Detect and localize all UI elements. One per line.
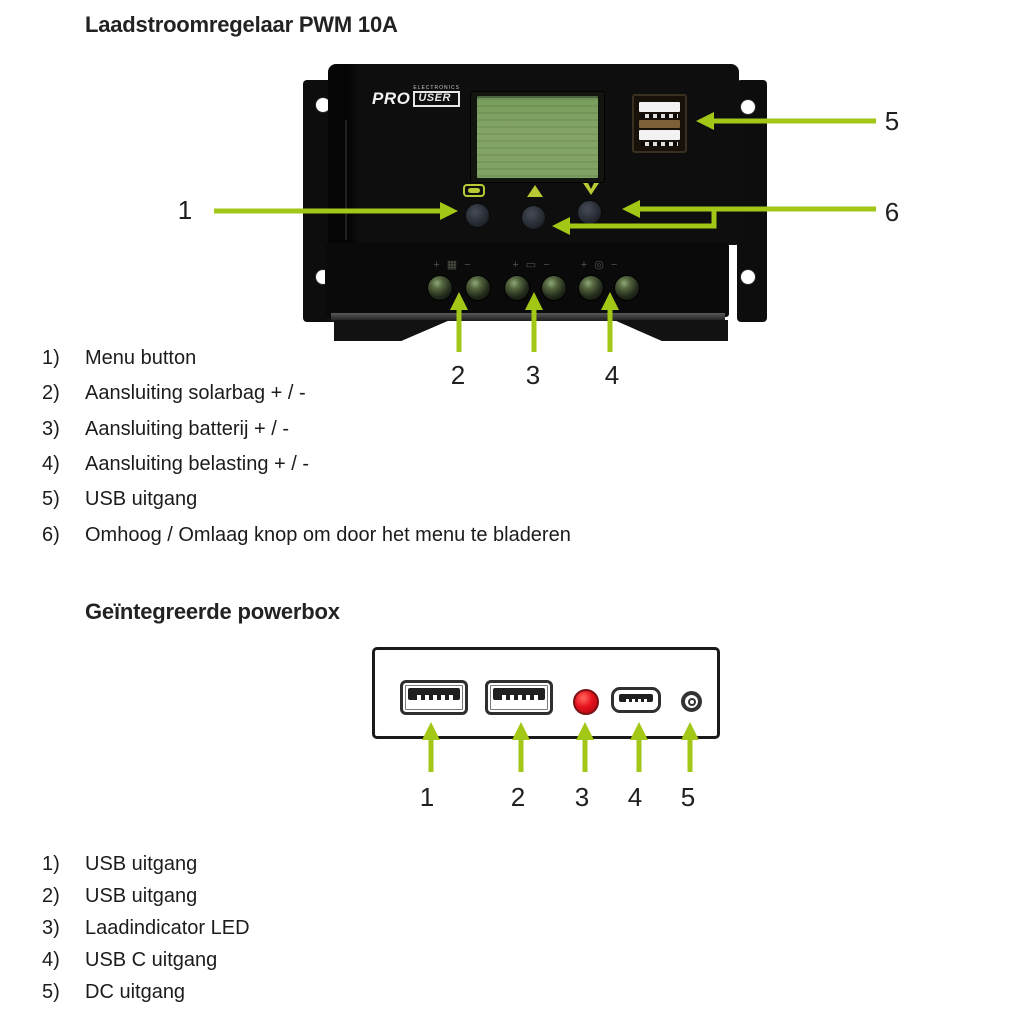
legend-item: 1) Menu button — [42, 347, 197, 370]
brand-user: USER — [413, 91, 460, 107]
menu-button — [465, 203, 490, 228]
dc-output-jack — [681, 691, 702, 712]
usb-c-port — [611, 687, 661, 713]
callout-3: 3 — [525, 360, 541, 390]
brand-pro: PRO — [372, 89, 411, 108]
device-foot-left — [334, 320, 450, 341]
legend-item: 6) Omhoog / Omlaag knop om door het menu te bladeren — [42, 523, 571, 546]
legend-item: 4) Aansluiting belasting + / - — [42, 453, 310, 476]
terminal-block-lip — [331, 313, 725, 321]
mount-hole — [741, 100, 755, 114]
usb-contacts — [641, 142, 678, 146]
brand-user-box — [413, 86, 460, 107]
brand-logo — [372, 85, 460, 107]
mount-hole — [741, 270, 755, 284]
callout-6: 6 — [884, 197, 900, 227]
pbox-callout-5: 5 — [680, 782, 696, 812]
arrow-up-icon — [527, 185, 543, 197]
mount-flange-right — [737, 80, 767, 322]
pbox-callout-1: 1 — [419, 782, 435, 812]
pbox-callout-4: 4 — [627, 782, 643, 812]
controller-legend — [42, 341, 702, 553]
callout-1: 1 — [177, 195, 193, 225]
terminal-screw — [504, 275, 530, 301]
up-button — [521, 205, 546, 230]
usb-tab — [639, 130, 680, 140]
callout-2: 2 — [450, 360, 466, 390]
usb-contacts — [641, 114, 678, 118]
legend-item: 5) DC uitgang — [42, 981, 186, 1004]
usb-dual-port — [632, 94, 687, 153]
legend-item: 2) USB uitgang — [42, 884, 198, 907]
terminal-label-solar: + ▦ − — [433, 259, 473, 271]
legend-item: 3) Laadindicator LED — [42, 916, 250, 939]
usb-tab — [639, 102, 680, 112]
section1-title: Laadstroomregelaar PWM 10A — [85, 12, 398, 37]
pbox-callout-2: 2 — [510, 782, 526, 812]
brand-tagline: ELECTRONICS — [413, 85, 460, 91]
terminal-label-load: + ◎ − — [580, 259, 620, 271]
powerbox-panel — [372, 647, 720, 739]
callout-4: 4 — [604, 360, 620, 390]
body-edge-highlight — [345, 120, 347, 240]
terminal-screw — [614, 275, 640, 301]
charge-indicator-led — [573, 689, 599, 715]
legend-item: 5) USB uitgang — [42, 488, 198, 511]
legend-item: 4) USB C uitgang — [42, 949, 218, 972]
legend-item: 2) Aansluiting solarbag + / - — [42, 382, 306, 405]
pbox-callout-3: 3 — [574, 782, 590, 812]
down-button — [577, 200, 602, 225]
usb-divider — [639, 120, 680, 128]
legend-item: 1) USB uitgang — [42, 852, 198, 875]
terminal-screw — [465, 275, 491, 301]
arrow-down-icon-hollow — [588, 183, 594, 189]
lcd-screen — [477, 96, 598, 178]
device-foot-right — [614, 320, 728, 341]
menu-icon — [463, 184, 485, 197]
legend-item: 3) Aansluiting batterij + / - — [42, 417, 289, 440]
terminal-screw — [541, 275, 567, 301]
terminal-screw — [578, 275, 604, 301]
usb-a-port-2 — [485, 680, 553, 715]
terminal-label-battery: + ▭ − — [512, 259, 552, 271]
usb-a-port-1 — [400, 680, 468, 715]
terminal-screw — [427, 275, 453, 301]
powerbox-legend — [42, 848, 702, 1009]
section2-title: Geïntegreerde powerbox — [85, 599, 340, 624]
callout-5: 5 — [884, 106, 900, 136]
